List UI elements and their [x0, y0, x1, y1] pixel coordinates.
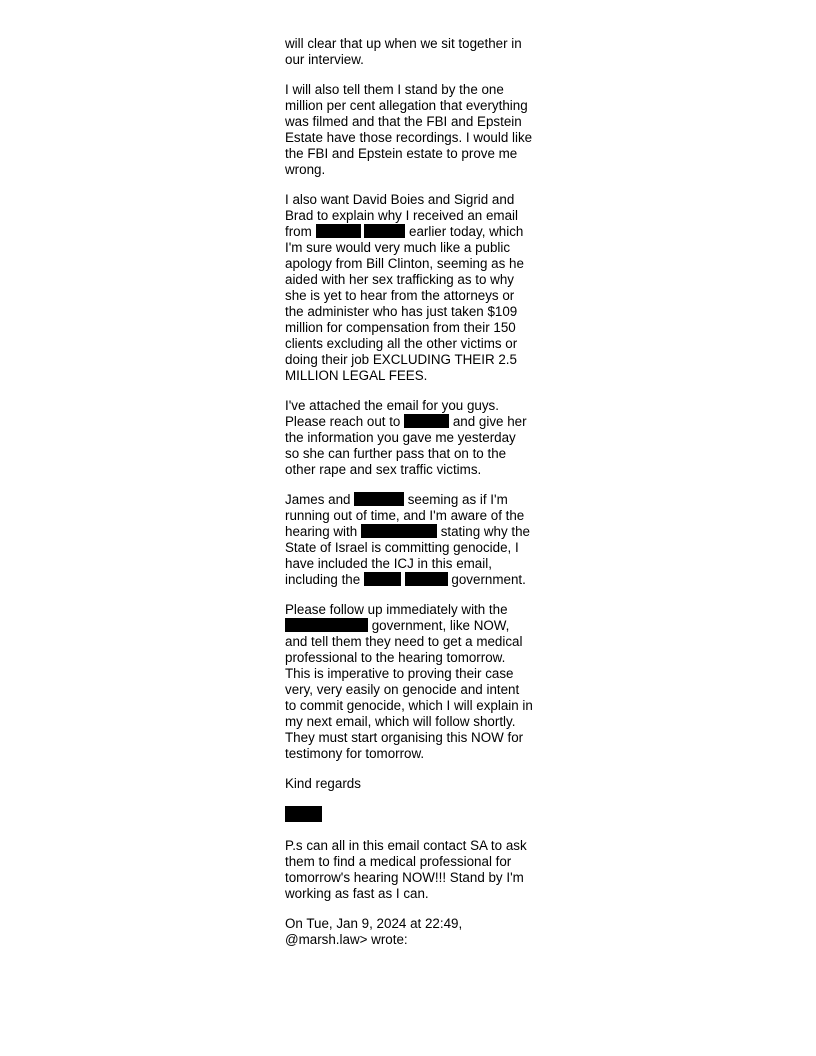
paragraph-boies-request: [285, 192, 533, 384]
redaction-block: [285, 806, 322, 822]
paragraph-text: , seeming as if I'm running out of time, and I'm aware of the hearing with: [285, 492, 525, 539]
redaction-block: [285, 618, 368, 632]
quoted-header: [285, 916, 533, 948]
redaction-block: [354, 492, 404, 506]
paragraph-text: I've attached the email for you guys. Please reach out to: [285, 398, 499, 429]
paragraph-text: earlier today, which I'm sure would very much like a public apology from Bill Clinton, seeming as he aided with her sex trafficking as to why she is yet to hear from the attorneys or the administer who has just taken $109 million for compensation from their 150 clients excluding all the other victims or doing their job EXCLUDING THEIR 2.5 MILLION LEGAL FEES.: [285, 224, 524, 383]
paragraph-follow-up: [285, 602, 533, 762]
paragraph-text: I will also tell them I stand by the one million per cent allegation that everything was filmed and that the FBI and Epstein Estate have those recordings. I would like the FBI and Epstein estate to prove me wrong.: [285, 82, 533, 177]
redaction-block: [404, 414, 449, 428]
paragraph-text: government, like NOW, and tell them they need to get a medical professional to the hearing tomorrow. This is imperative to proving their case very, very easily on genocide and intent to commit genocide, which I will explain in my next email, which will follow shortly. They must start organising this NOW for testimony for tomorrow.: [285, 618, 533, 761]
paragraph-icj: [285, 492, 533, 588]
closing: Kind regards: [285, 776, 361, 791]
paragraph-text: stating why the State of Israel is committing genocide, I have included the ICJ in this email, including the: [285, 524, 531, 587]
redaction-block: [405, 572, 448, 586]
paragraph-text: I also want David Boies and Sigrid and Brad to explain why I received an email from: [285, 192, 518, 239]
redaction-block: [364, 224, 405, 238]
paragraph-allegation: [285, 82, 533, 178]
paragraph-text: government.: [451, 572, 526, 587]
paragraph-text: and give her the information you gave me yesterday so she can further pass that on to the other rape and sex traffic victims.: [285, 414, 527, 477]
paragraph-attachment: [285, 398, 533, 478]
redaction-block: [316, 224, 361, 238]
email-body: [285, 36, 533, 962]
signature: [285, 806, 533, 824]
paragraph-text: Please follow up immediately with the: [285, 602, 508, 617]
quoted-sender: @marsh.law> wrote:: [285, 932, 408, 947]
paragraph-interview: [285, 36, 533, 68]
redaction-block: [364, 572, 401, 586]
redaction-block: [361, 524, 437, 538]
paragraph-text: James and: [285, 492, 351, 507]
postscript: P.s can all in this email contact SA to ask them to find a medical professional for tomorrow's hearing NOW!!! Stand by I'm working as fast as I can.: [285, 838, 527, 901]
paragraph-text: will clear that up when we sit together in our interview.: [285, 36, 522, 67]
quoted-date: On Tue, Jan 9, 2024 at 22:49,: [285, 916, 463, 931]
